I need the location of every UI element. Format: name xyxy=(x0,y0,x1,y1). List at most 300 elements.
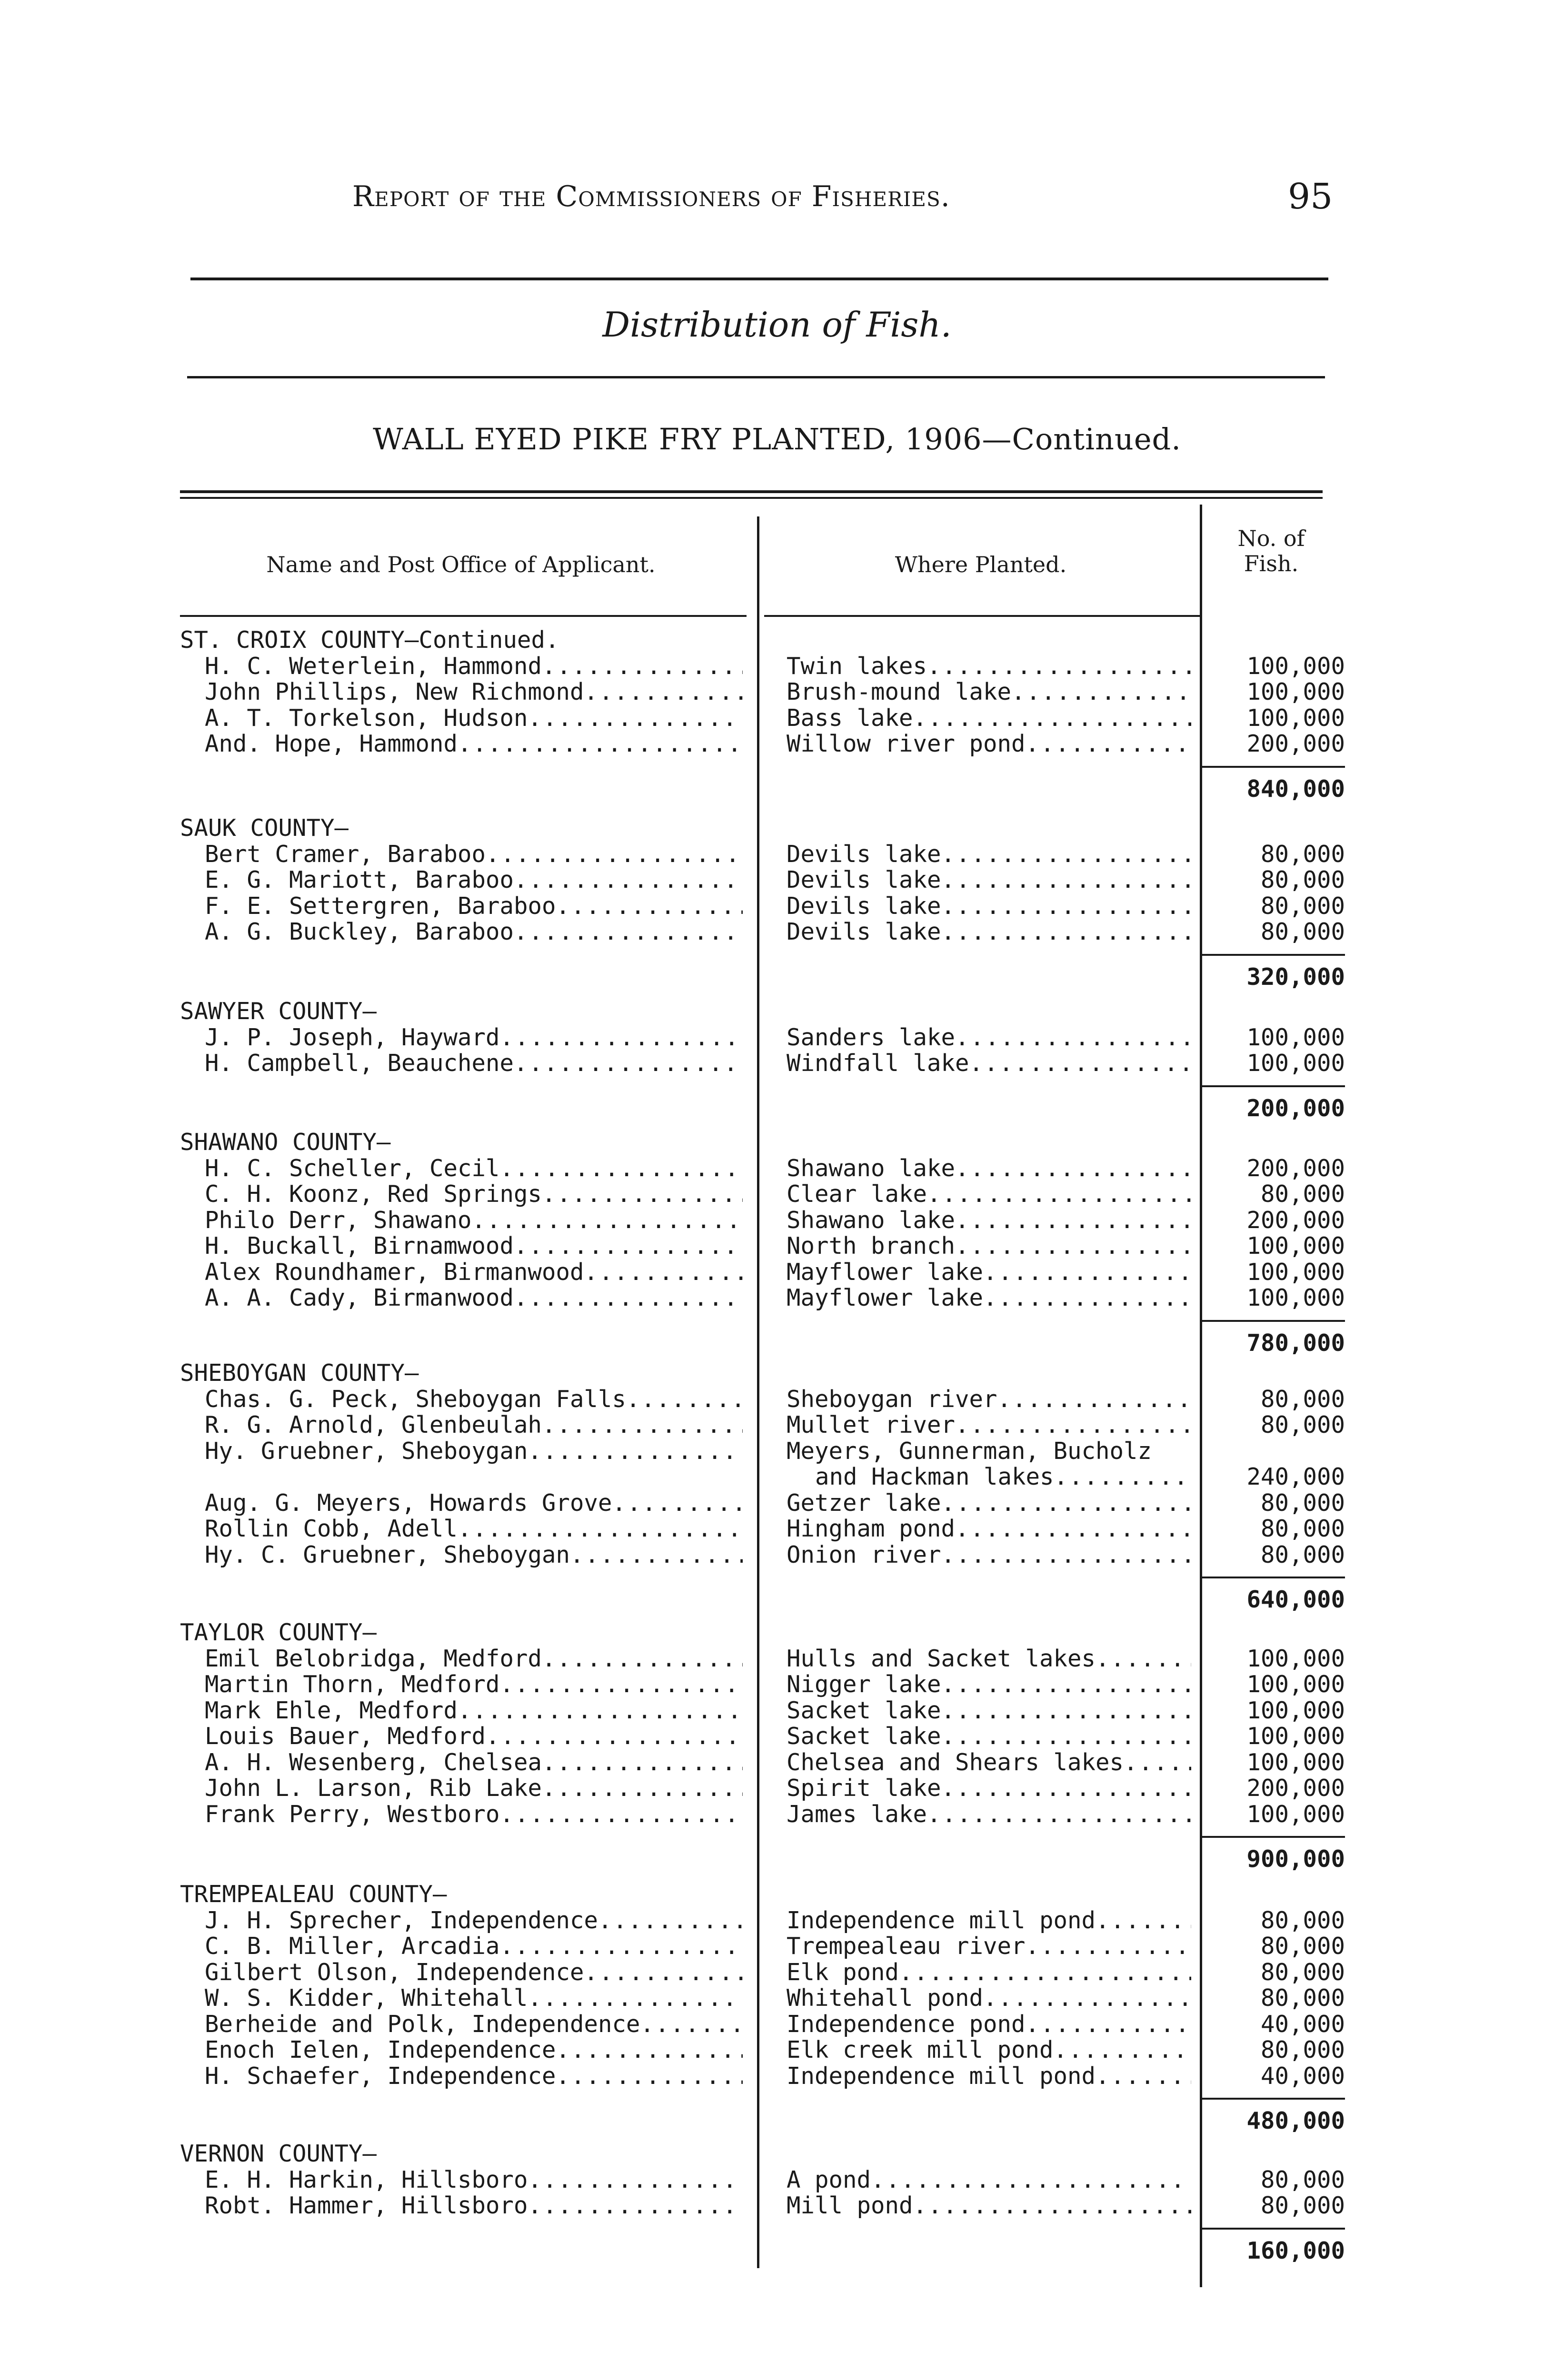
applicant-name-text: H. C. Scheller, Cecil xyxy=(205,1154,500,1182)
dot-leader xyxy=(1054,1464,1191,1490)
fish-count: 40,000 xyxy=(1260,2010,1345,2038)
where-planted xyxy=(787,1908,1191,1934)
applicant-name-text: Louis Bauer, Medford xyxy=(205,1723,486,1750)
where-planted xyxy=(787,1672,1191,1697)
applicant-name xyxy=(205,1233,743,1259)
applicant-name-text: H. Buckall, Birnamwood xyxy=(205,1232,514,1259)
dot-leader xyxy=(1096,2063,1191,2089)
dot-leader xyxy=(542,1181,743,1207)
dot-leader xyxy=(1124,1750,1191,1775)
applicant-name xyxy=(205,1412,743,1438)
where-planted xyxy=(787,1387,1191,1412)
applicant-name xyxy=(205,1025,743,1051)
dot-leader xyxy=(927,1802,1191,1827)
where-planted-text: Independence pond xyxy=(787,2010,1026,2038)
dot-leader xyxy=(997,1387,1191,1412)
county-heading: SHAWANO COUNTY— xyxy=(180,1129,391,1156)
county-total: 780,000 xyxy=(1246,1329,1345,1357)
dot-leader xyxy=(871,2167,1191,2193)
dot-leader xyxy=(486,1724,743,1749)
applicant-name-text: Robt. Hammer, Hillsboro xyxy=(205,2192,528,2219)
header-bottom-rule xyxy=(180,615,747,617)
applicant-name-text: R. G. Arnold, Glenbeulah xyxy=(205,1411,542,1438)
title-bottom-rule xyxy=(187,376,1325,378)
county-heading: TREMPEALEAU COUNTY— xyxy=(180,1881,447,1908)
applicant-name xyxy=(205,1490,743,1516)
fish-count: 80,000 xyxy=(1260,1180,1345,1208)
county-heading: ST. CROIX COUNTY—Continued. xyxy=(180,626,559,654)
dot-leader xyxy=(542,1646,743,1672)
dot-leader xyxy=(955,1156,1191,1181)
where-planted xyxy=(787,2193,1191,2219)
applicant-name xyxy=(205,1285,743,1311)
applicant-name-text: F. E. Settergren, Baraboo xyxy=(205,892,556,920)
applicant-name-text: Frank Perry, Westboro xyxy=(205,1800,500,1828)
applicant-name-text: Rollin Cobb, Adell xyxy=(205,1515,458,1542)
dot-leader xyxy=(612,1490,743,1516)
dot-leader xyxy=(941,1672,1191,1697)
dot-leader xyxy=(1011,679,1191,705)
fish-count: 80,000 xyxy=(1260,1984,1345,2012)
where-planted xyxy=(787,1542,1191,1568)
applicant-name xyxy=(205,2012,743,2037)
where-planted-text: Hulls and Sacket lakes xyxy=(787,1645,1096,1672)
where-planted xyxy=(787,1802,1191,1827)
subtotal-rule xyxy=(1200,1577,1345,1578)
applicant-name-text: E. G. Mariott, Baraboo xyxy=(205,866,514,893)
county-heading: SHEBOYGAN COUNTY— xyxy=(180,1359,419,1387)
fish-count: 80,000 xyxy=(1260,1411,1345,1438)
dot-leader xyxy=(927,1181,1191,1207)
applicant-name-text: A. A. Cady, Birmanwood xyxy=(205,1284,514,1311)
applicant-name xyxy=(205,2037,743,2063)
where-planted-text: Shawano lake xyxy=(787,1154,956,1182)
where-planted-text: Willow river pond xyxy=(787,730,1026,757)
applicant-name xyxy=(205,842,743,867)
county-heading: VERNON COUNTY— xyxy=(180,2140,377,2167)
applicant-name xyxy=(205,705,743,731)
applicant-name xyxy=(205,1156,743,1181)
dot-leader xyxy=(1026,2012,1191,2037)
county-total: 480,000 xyxy=(1246,2107,1345,2134)
applicant-name-text: John Phillips, New Richmond xyxy=(205,678,584,705)
applicant-name-text: Emil Belobridga, Medford xyxy=(205,1645,542,1672)
applicant-name xyxy=(205,893,743,919)
dot-leader xyxy=(941,1490,1191,1516)
fish-count: 100,000 xyxy=(1246,1645,1345,1672)
fish-count: 80,000 xyxy=(1260,866,1345,893)
where-planted-text: James lake xyxy=(787,1800,927,1828)
county-total: 160,000 xyxy=(1246,2237,1345,2264)
fish-count: 40,000 xyxy=(1260,2062,1345,2090)
dot-leader xyxy=(458,1516,743,1542)
fish-count: 200,000 xyxy=(1246,1206,1345,1234)
title-top-rule xyxy=(190,278,1328,280)
applicant-name xyxy=(205,731,743,757)
column-header-where: Where Planted. xyxy=(895,552,1067,577)
where-planted-text: Trempealeau river xyxy=(787,1933,1026,1960)
applicant-name xyxy=(205,679,743,705)
dot-leader xyxy=(556,2063,743,2089)
dot-leader xyxy=(584,1960,743,1985)
dot-leader xyxy=(528,1438,743,1464)
subtotal-rule xyxy=(1200,2228,1345,2230)
where-planted-text: Sacket lake xyxy=(787,1696,941,1724)
fish-count: 200,000 xyxy=(1246,730,1345,757)
applicant-name-text: Bert Cramer, Baraboo xyxy=(205,840,486,868)
applicant-name xyxy=(205,1908,743,1934)
applicant-name xyxy=(205,1985,743,2011)
applicant-name xyxy=(205,1672,743,1697)
applicant-name-text: John L. Larson, Rib Lake xyxy=(205,1775,542,1802)
dot-leader xyxy=(941,919,1191,945)
where-planted xyxy=(787,1259,1191,1285)
column-divider-left xyxy=(757,516,759,2268)
county-total: 900,000 xyxy=(1246,1845,1345,1873)
dot-leader xyxy=(941,1775,1191,1801)
where-planted: Meyers, Gunnerman, Bucholz xyxy=(787,1437,1152,1465)
where-planted xyxy=(787,2063,1191,2089)
where-planted-text: Chelsea and Shears lakes xyxy=(787,1748,1124,1776)
where-planted-cont-text: and Hackman lakes xyxy=(815,1463,1054,1490)
dot-leader xyxy=(542,1775,743,1801)
applicant-name xyxy=(205,1259,743,1285)
where-planted xyxy=(787,1775,1191,1801)
applicant-name-text: Hy. C. Gruebner, Sheboygan xyxy=(205,1541,570,1568)
where-planted-text: Sheboygan river xyxy=(787,1385,997,1413)
applicant-name xyxy=(205,2167,743,2193)
dot-leader xyxy=(514,1051,743,1076)
dot-leader xyxy=(514,867,743,893)
subtotal-rule xyxy=(1200,1085,1345,1087)
applicant-name-text: J. P. Joseph, Hayward xyxy=(205,1023,500,1051)
where-planted xyxy=(787,867,1191,893)
where-planted-text: Nigger lake xyxy=(787,1671,941,1698)
county-heading: TAYLOR COUNTY— xyxy=(180,1619,377,1646)
dot-leader xyxy=(983,1285,1191,1311)
where-planted-cont xyxy=(815,1464,1191,1490)
where-planted xyxy=(787,1490,1191,1516)
fish-count: 80,000 xyxy=(1260,2036,1345,2063)
county-heading: SAWYER COUNTY— xyxy=(180,998,377,1025)
applicant-name-text: H. Campbell, Beauchene xyxy=(205,1050,514,1077)
applicant-name xyxy=(205,654,743,679)
fish-count: 100,000 xyxy=(1246,1671,1345,1698)
fish-count: 240,000 xyxy=(1246,1463,1345,1490)
dot-leader xyxy=(500,1025,743,1051)
dot-leader xyxy=(941,1724,1191,1749)
where-planted xyxy=(787,1051,1191,1076)
where-planted xyxy=(787,1985,1191,2011)
where-planted-text: Mayflower lake xyxy=(787,1258,984,1286)
dot-leader xyxy=(570,1542,743,1568)
dot-leader xyxy=(913,2193,1191,2219)
fish-count: 100,000 xyxy=(1246,678,1345,705)
fish-count: 200,000 xyxy=(1246,1775,1345,1802)
applicant-name-text: E. H. Harkin, Hillsboro xyxy=(205,2166,528,2193)
table-top-rule-2 xyxy=(180,497,1323,499)
dot-leader xyxy=(556,893,743,919)
where-planted xyxy=(787,679,1191,705)
dot-leader xyxy=(941,842,1191,867)
dot-leader xyxy=(1096,1908,1191,1934)
dot-leader xyxy=(584,679,743,705)
applicant-name-text: W. S. Kidder, Whitehall xyxy=(205,1984,528,2012)
column-header-number: No. of Fish. xyxy=(1237,526,1305,576)
dot-leader xyxy=(598,1908,743,1934)
subtotal-rule xyxy=(1200,1836,1345,1838)
where-planted-text: Brush-mound lake xyxy=(787,678,1012,705)
fish-count: 100,000 xyxy=(1246,1050,1345,1077)
applicant-name xyxy=(205,1387,743,1412)
where-planted xyxy=(787,2037,1191,2063)
dot-leader xyxy=(955,1208,1191,1233)
where-planted-text: Windfall lake xyxy=(787,1050,969,1077)
dot-leader xyxy=(983,1985,1191,2011)
where-planted-text: Devils lake xyxy=(787,866,941,893)
where-planted-text: Sanders lake xyxy=(787,1023,956,1051)
dot-leader xyxy=(528,705,743,731)
fish-count: 100,000 xyxy=(1246,1800,1345,1828)
running-head: Report of the Commissioners of Fisheries. xyxy=(352,180,950,213)
where-planted xyxy=(787,1285,1191,1311)
where-planted-text: North branch xyxy=(787,1232,956,1259)
where-planted xyxy=(787,1208,1191,1233)
fish-count: 100,000 xyxy=(1246,1696,1345,1724)
where-planted xyxy=(787,1960,1191,1985)
where-planted xyxy=(787,1233,1191,1259)
dot-leader xyxy=(983,1259,1191,1285)
where-planted xyxy=(787,1412,1191,1438)
dot-leader xyxy=(542,654,743,679)
dot-leader xyxy=(941,893,1191,919)
dot-leader xyxy=(514,1233,743,1259)
applicant-name-text: Hy. Gruebner, Sheboygan xyxy=(205,1437,528,1465)
dot-leader xyxy=(1096,1646,1191,1672)
applicant-name xyxy=(205,1181,743,1207)
county-total: 840,000 xyxy=(1246,775,1345,803)
where-planted xyxy=(787,1646,1191,1672)
applicant-name xyxy=(205,1542,743,1568)
applicant-name-text: Martin Thorn, Medford xyxy=(205,1671,500,1698)
where-planted-text: Devils lake xyxy=(787,840,941,868)
fish-count: 100,000 xyxy=(1246,1723,1345,1750)
applicant-name xyxy=(205,1438,743,1464)
where-planted-text: Shawano lake xyxy=(787,1206,956,1234)
where-planted xyxy=(787,1025,1191,1051)
fish-count: 80,000 xyxy=(1260,1906,1345,1934)
fish-count: 100,000 xyxy=(1246,652,1345,680)
where-planted xyxy=(787,1516,1191,1542)
fish-count: 80,000 xyxy=(1260,1958,1345,1986)
applicant-name-text: Philo Derr, Shawano xyxy=(205,1206,472,1234)
applicant-name-text: H. C. Weterlein, Hammond xyxy=(205,652,542,680)
where-planted-text: Spirit lake xyxy=(787,1775,941,1802)
where-planted-text: Sacket lake xyxy=(787,1723,941,1750)
fish-count: 100,000 xyxy=(1246,1748,1345,1776)
dot-leader xyxy=(528,2167,743,2193)
applicant-name xyxy=(205,1960,743,1985)
dot-leader xyxy=(500,1156,743,1181)
header-bottom-rule-right xyxy=(764,615,1200,617)
applicant-name xyxy=(205,1934,743,1959)
where-planted-text: Mullet river xyxy=(787,1411,956,1438)
fish-count: 80,000 xyxy=(1260,892,1345,920)
fish-count: 100,000 xyxy=(1246,1232,1345,1259)
applicant-name-text: Berheide and Polk, Independence xyxy=(205,2010,640,2038)
where-planted xyxy=(787,1181,1191,1207)
where-planted xyxy=(787,731,1191,757)
where-planted-text: Mayflower lake xyxy=(787,1284,984,1311)
county-heading: SAUK COUNTY— xyxy=(180,814,349,842)
applicant-name xyxy=(205,1646,743,1672)
dot-leader xyxy=(458,1698,743,1724)
where-planted xyxy=(787,1724,1191,1749)
fish-count: 100,000 xyxy=(1246,704,1345,732)
applicant-name xyxy=(205,1516,743,1542)
applicant-name xyxy=(205,1802,743,1827)
fish-count: 100,000 xyxy=(1246,1284,1345,1311)
fish-count: 80,000 xyxy=(1260,840,1345,868)
column-divider-right xyxy=(1200,505,1202,2287)
applicant-name xyxy=(205,919,743,945)
applicant-name xyxy=(205,1775,743,1801)
dot-leader xyxy=(458,731,743,757)
fish-count: 80,000 xyxy=(1260,1489,1345,1517)
dot-leader xyxy=(640,2012,743,2037)
applicant-name-text: And. Hope, Hammond xyxy=(205,730,458,757)
where-planted xyxy=(787,1698,1191,1724)
column-header-applicant: Name and Post Office of Applicant. xyxy=(266,552,656,577)
applicant-name-text: A. T. Torkelson, Hudson xyxy=(205,704,528,732)
dot-leader xyxy=(955,1412,1191,1438)
where-planted xyxy=(787,1156,1191,1181)
dot-leader xyxy=(941,1698,1191,1724)
dot-leader xyxy=(913,705,1191,731)
fish-count: 80,000 xyxy=(1260,2166,1345,2193)
applicant-name-text: Chas. G. Peck, Sheboygan Falls xyxy=(205,1385,627,1413)
dot-leader xyxy=(927,654,1191,679)
subtotal-rule xyxy=(1200,2098,1345,2100)
applicant-name xyxy=(205,2193,743,2219)
where-planted-text: Independence mill pond xyxy=(787,1906,1096,1934)
section-title: Distribution of Fish. xyxy=(602,305,952,345)
table-top-rule-1 xyxy=(180,490,1323,493)
dot-leader xyxy=(941,1542,1191,1568)
county-total: 640,000 xyxy=(1246,1586,1345,1613)
fish-count: 80,000 xyxy=(1260,1515,1345,1542)
where-planted xyxy=(787,919,1191,945)
dot-leader xyxy=(500,1672,743,1697)
fish-count: 100,000 xyxy=(1246,1258,1345,1286)
where-planted-text: Twin lakes xyxy=(787,652,927,680)
dot-leader xyxy=(514,919,743,945)
fish-count: 100,000 xyxy=(1246,1023,1345,1051)
where-planted-text: Devils lake xyxy=(787,892,941,920)
where-planted xyxy=(787,654,1191,679)
subtotal-rule xyxy=(1200,1320,1345,1322)
fish-count: 80,000 xyxy=(1260,1385,1345,1413)
applicant-name-text: A. G. Buckley, Baraboo xyxy=(205,918,514,945)
dot-leader xyxy=(941,867,1191,893)
applicant-name-text: Alex Roundhamer, Birmanwood xyxy=(205,1258,584,1286)
dot-leader xyxy=(472,1208,743,1233)
dot-leader xyxy=(955,1233,1191,1259)
where-planted-text: Independence mill pond xyxy=(787,2062,1096,2090)
applicant-name-text: C. H. Koonz, Red Springs xyxy=(205,1180,542,1208)
where-planted-text: Devils lake xyxy=(787,918,941,945)
dot-leader xyxy=(528,2193,743,2219)
where-planted xyxy=(787,893,1191,919)
subtotal-rule xyxy=(1200,766,1345,768)
applicant-name-text: H. Schaefer, Independence xyxy=(205,2062,556,2090)
dot-leader xyxy=(969,1051,1191,1076)
dot-leader xyxy=(556,2037,743,2063)
applicant-name-text: C. B. Miller, Arcadia xyxy=(205,1933,500,1960)
dot-leader xyxy=(486,842,743,867)
where-planted xyxy=(787,2167,1191,2193)
dot-leader xyxy=(1054,2037,1191,2063)
where-planted-text: Elk pond xyxy=(787,1958,899,1986)
where-planted-text: Mill pond xyxy=(787,2192,913,2219)
subtotal-rule xyxy=(1200,954,1345,956)
dot-leader xyxy=(514,1285,743,1311)
where-planted xyxy=(787,842,1191,867)
fish-count: 80,000 xyxy=(1260,1541,1345,1568)
applicant-name xyxy=(205,1724,743,1749)
fish-count: 80,000 xyxy=(1260,918,1345,945)
where-planted-text: A pond xyxy=(787,2166,871,2193)
fish-count: 80,000 xyxy=(1260,2192,1345,2219)
applicant-name xyxy=(205,867,743,893)
applicant-name xyxy=(205,1208,743,1233)
applicant-name xyxy=(205,1051,743,1076)
where-planted-text: Getzer lake xyxy=(787,1489,941,1517)
dot-leader xyxy=(500,1934,743,1959)
where-planted xyxy=(787,1934,1191,1959)
applicant-name-text: A. H. Wesenberg, Chelsea xyxy=(205,1748,542,1776)
dot-leader xyxy=(899,1960,1191,1985)
where-planted xyxy=(787,1750,1191,1775)
county-total: 320,000 xyxy=(1246,963,1345,991)
where-planted xyxy=(787,705,1191,731)
where-planted-text: Onion river xyxy=(787,1541,941,1568)
dot-leader xyxy=(955,1516,1191,1542)
dot-leader xyxy=(528,1985,743,2011)
table-title: WALL EYED PIKE FRY PLANTED, 1906—Continued. xyxy=(373,422,1181,456)
applicant-name-text: Gilbert Olson, Independence xyxy=(205,1958,584,1986)
where-planted xyxy=(787,2012,1191,2037)
where-planted-text: Bass lake xyxy=(787,704,913,732)
where-planted-text: Clear lake xyxy=(787,1180,927,1208)
where-planted-text: Hingham pond xyxy=(787,1515,956,1542)
dot-leader xyxy=(584,1259,743,1285)
fish-count: 200,000 xyxy=(1246,1154,1345,1182)
dot-leader xyxy=(1026,1934,1191,1959)
applicant-name-text: J. H. Sprecher, Independence xyxy=(205,1906,598,1934)
dot-leader xyxy=(626,1387,743,1412)
page-number: 95 xyxy=(1288,176,1333,217)
dot-leader xyxy=(1026,731,1191,757)
dot-leader xyxy=(955,1025,1191,1051)
dot-leader xyxy=(542,1412,743,1438)
where-planted-text: Elk creek mill pond xyxy=(787,2036,1054,2063)
dot-leader xyxy=(500,1802,743,1827)
county-total: 200,000 xyxy=(1246,1094,1345,1122)
dot-leader xyxy=(542,1750,743,1775)
applicant-name-text: Enoch Ielen, Independence xyxy=(205,2036,556,2063)
applicant-name xyxy=(205,1698,743,1724)
